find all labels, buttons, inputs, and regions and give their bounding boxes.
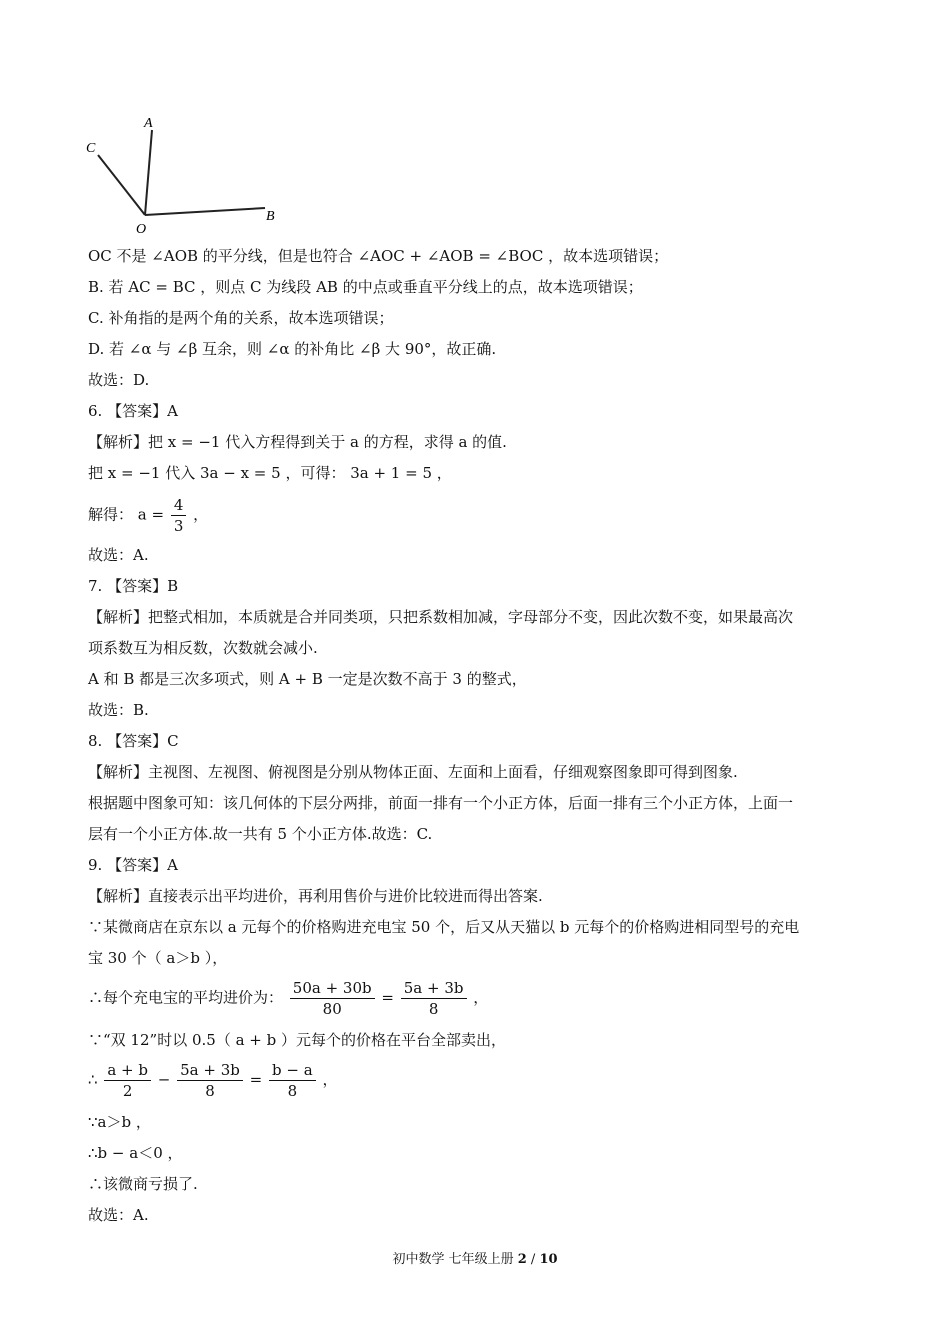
fraction-den: 8 bbox=[205, 1082, 215, 1100]
text-line: 把 x = −1 代入 3a − x = 5 ，可得： 3a + 1 = 5 ， bbox=[88, 464, 452, 482]
fraction-den: 2 bbox=[122, 1082, 133, 1100]
solve-line bbox=[88, 495, 208, 536]
ray-oc bbox=[98, 155, 145, 215]
text-line: 宝 30 个（ a＞b ）， bbox=[88, 949, 228, 967]
fraction-num: a + b bbox=[104, 1060, 151, 1081]
text-span: = bbox=[249, 1070, 263, 1089]
footer-title: 初中数学 七年级上册 bbox=[392, 1252, 518, 1267]
text-line: D. 若 ∠α 与 ∠β 互余，则 ∠α 的补角比 ∠β 大 90°，故正确. bbox=[88, 340, 497, 358]
text-line: ∵“双 12”时以 0.5（ a + b ）元每个的价格在平台全部卖出， bbox=[88, 1031, 507, 1049]
label-c: C bbox=[86, 141, 96, 156]
text-line: 【解析】主视图、左视图、俯视图是分别从物体正面、左面和上面看，仔细观察图象即可得到图象. bbox=[88, 763, 738, 781]
fraction bbox=[269, 1060, 316, 1101]
angle-figure bbox=[80, 110, 300, 240]
text-span: ， bbox=[322, 1070, 338, 1089]
text-span: − bbox=[157, 1070, 171, 1089]
fraction-num: 4 bbox=[171, 495, 187, 516]
text-line: ∴b − a＜0 ， bbox=[88, 1144, 183, 1162]
text-line: B. 若 AC = BC ，则点 C 为线段 AB 的中点或垂直平分线上的点，故本选项错误； bbox=[88, 278, 643, 296]
fraction-num: b − a bbox=[269, 1060, 316, 1081]
fraction-num: 50a + 30b bbox=[290, 978, 375, 999]
answer-heading-6: 6. 【答案】A bbox=[88, 402, 178, 420]
avg-price-line bbox=[88, 978, 488, 1019]
page-footer bbox=[0, 1248, 950, 1267]
text-line: 故选：D. bbox=[88, 371, 150, 389]
fraction bbox=[401, 978, 467, 1019]
text-span: ， bbox=[473, 988, 489, 1007]
text-line: 【解析】把 x = −1 代入方程得到关于 a 的方程，求得 a 的值. bbox=[88, 433, 507, 451]
fraction bbox=[104, 1060, 151, 1101]
text-span: ∴每个充电宝的平均进价为： bbox=[88, 988, 284, 1007]
fraction-num: 5a + 3b bbox=[177, 1060, 243, 1081]
text-line: 【解析】直接表示出平均进价，再利用售价与进价比较进而得出答案. bbox=[88, 887, 543, 905]
label-a: A bbox=[144, 116, 153, 131]
text-span: 解得： a = bbox=[88, 505, 165, 524]
text-line: A 和 B 都是三次多项式，则 A + B 一定是次数不高于 3 的整式， bbox=[88, 670, 527, 688]
text-span: ， bbox=[193, 505, 209, 524]
text-line: 故选：B. bbox=[88, 701, 149, 719]
ray-oa bbox=[145, 130, 152, 215]
fraction-den: 80 bbox=[322, 1000, 342, 1018]
footer-sep: / bbox=[526, 1252, 540, 1267]
text-line: 层有一个小正方体.故一共有 5 个小正方体.故选：C. bbox=[88, 825, 433, 843]
page-total: 10 bbox=[539, 1252, 558, 1267]
fraction bbox=[290, 978, 375, 1019]
label-o: O bbox=[136, 222, 147, 237]
text-line: ∵a＞b ， bbox=[88, 1113, 151, 1131]
text-line: 根据题中图象可知：该几何体的下层分两排，前面一排有一个小正方体，后面一排有三个小正方体，上面一 bbox=[88, 794, 794, 812]
text-line: ∵某微商店在京东以 a 元每个的价格购进充电宝 50 个，后又从天猫以 b 元每个的价格购进相同型号的充电 bbox=[88, 918, 800, 936]
answer-heading-7: 7. 【答案】B bbox=[88, 577, 179, 595]
text-span: = bbox=[381, 988, 394, 1007]
text-line: C. 补角指的是两个角的关系，故本选项错误； bbox=[88, 309, 394, 327]
text-line: 项系数互为相反数，次数就会减小. bbox=[88, 639, 318, 657]
text-span: ∴ bbox=[88, 1070, 98, 1089]
label-b: B bbox=[266, 209, 275, 224]
fraction bbox=[171, 495, 187, 536]
text-line: 故选：A. bbox=[88, 1206, 149, 1224]
text-line: 故选：A. bbox=[88, 546, 149, 564]
answer-heading-8: 8. 【答案】C bbox=[88, 732, 179, 750]
fraction-den: 8 bbox=[428, 1000, 439, 1018]
fraction-num: 5a + 3b bbox=[401, 978, 467, 999]
fraction-den: 8 bbox=[287, 1082, 298, 1100]
page-number: 2 bbox=[517, 1252, 527, 1267]
answer-heading-9: 9. 【答案】A bbox=[88, 856, 178, 874]
ray-ob bbox=[145, 208, 265, 215]
fraction bbox=[177, 1060, 243, 1101]
text-line: OC 不是 ∠AOB 的平分线，但是也符合 ∠AOC + ∠AOB = ∠BOC ，故本选项错误； bbox=[88, 247, 669, 265]
text-line: 【解析】把整式相加，本质就是合并同类项，只把系数相加减，字母部分不变，因此次数不变，如果最高次 bbox=[88, 608, 794, 626]
difference-line bbox=[88, 1060, 337, 1101]
text-line: ∴该微商亏损了. bbox=[88, 1175, 198, 1193]
fraction-den: 3 bbox=[173, 517, 184, 535]
